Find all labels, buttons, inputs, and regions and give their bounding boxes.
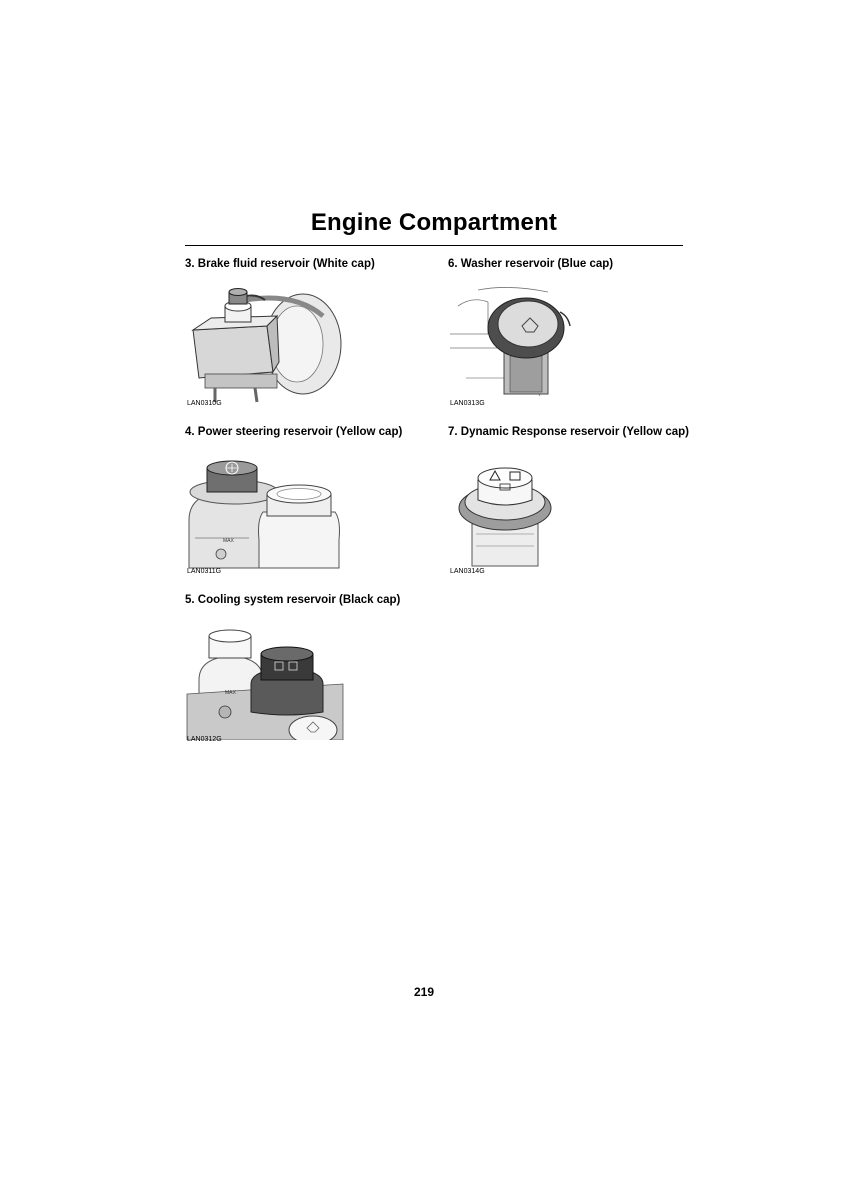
item-heading: 4. Power steering reservoir (Yellow cap) <box>185 426 403 438</box>
page-title: Engine Compartment <box>310 209 558 236</box>
illustration-code: LAN0313G <box>450 400 485 407</box>
illustration-code: LAN0314G <box>450 568 485 575</box>
illustration-code: LAN0312G <box>187 736 222 743</box>
cooling-system-reservoir-illustration <box>185 618 345 743</box>
svg-text:MAX: MAX <box>223 538 234 544</box>
item-heading: 7. Dynamic Response reservoir (Yellow cap) <box>448 426 689 438</box>
illustration-code: LAN0310G <box>187 400 222 407</box>
item-heading: 3. Brake fluid reservoir (White cap) <box>185 258 375 270</box>
power-steering-reservoir-illustration <box>185 450 345 575</box>
brake-fluid-reservoir-illustration <box>185 282 345 407</box>
dynamic-response-reservoir-illustration <box>448 450 608 575</box>
page-number: 219 <box>413 985 435 999</box>
item-heading: 6. Washer reservoir (Blue cap) <box>448 258 614 270</box>
title-rule <box>185 245 683 246</box>
washer-reservoir-illustration <box>448 282 608 407</box>
item-heading: 5. Cooling system reservoir (Black cap) <box>185 594 401 606</box>
illustration-code: LAN0311G <box>187 568 222 575</box>
svg-text:MAX: MAX <box>225 690 236 696</box>
